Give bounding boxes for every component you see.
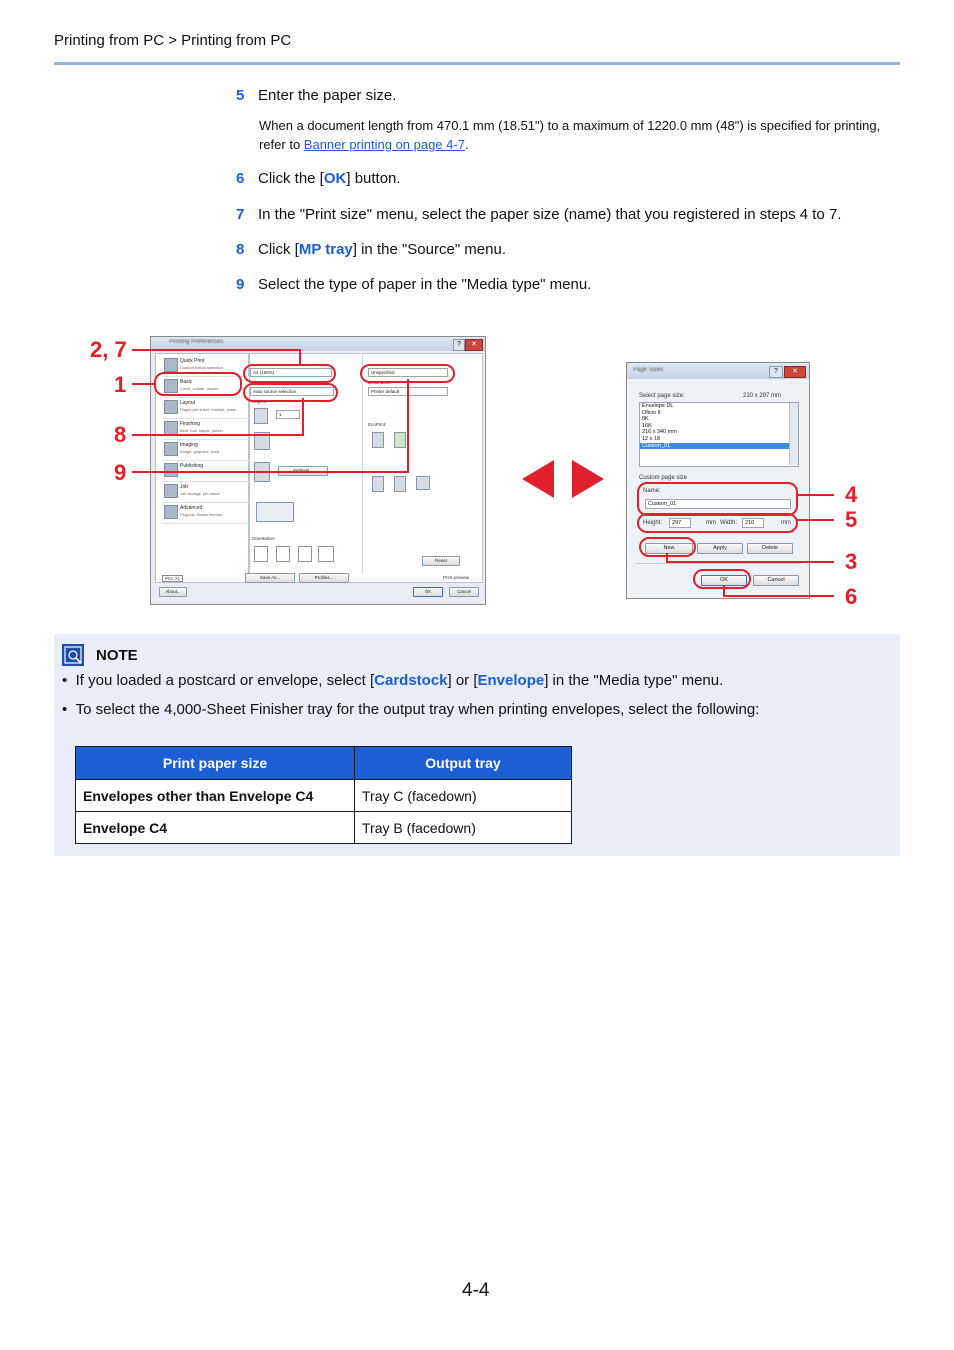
sidebar-item-advanced[interactable] <box>162 503 250 524</box>
leader-1 <box>132 383 156 385</box>
step-6 <box>236 170 401 188</box>
custom-page-size-label: Custom page size <box>639 475 688 481</box>
list-item-selected[interactable]: Custom_01 <box>640 443 798 450</box>
table-row <box>76 780 572 812</box>
publishing-icon <box>164 463 178 477</box>
staple-icon[interactable] <box>372 476 384 492</box>
bullet-text-mid: ] or [ <box>447 672 478 689</box>
cancel-button[interactable]: Cancel <box>753 575 799 586</box>
step-text: Click the [ <box>258 170 324 187</box>
sidebar-item-label: Advanced <box>180 505 203 511</box>
note-text: When a document length from 470.1 mm (18.51") to a maximum of 1220.0 mm (48") is specified for printing, refer to <box>259 118 881 152</box>
landscape-rotated-icon[interactable] <box>318 546 334 562</box>
height-width-highlight <box>637 513 798 533</box>
sidebar-item-desc: Bind, fold, staple, punch <box>180 428 223 433</box>
step-text-end: ] in the "Source" menu. <box>352 241 506 258</box>
note-bullet-2 <box>62 701 759 719</box>
table-header: Output tray <box>355 747 572 780</box>
swap-arrows-icon <box>518 458 608 500</box>
close-icon[interactable]: ✕ <box>784 366 806 378</box>
sidebar-item-label: Finishing <box>180 421 201 427</box>
sidebar-item-label: Job <box>180 484 189 490</box>
sidebar-item-label: Layout <box>180 400 196 406</box>
finishing-icon <box>164 421 178 435</box>
page-size-list[interactable] <box>639 402 799 467</box>
callout-8: 8 <box>114 422 127 447</box>
help-icon[interactable]: ? <box>769 366 783 378</box>
window-title: Printing Preferences <box>169 339 224 345</box>
sidebar-item-desc: Plug-ins, Status Monitor <box>180 512 223 517</box>
leader-3-rise <box>666 553 668 563</box>
column-divider <box>362 354 363 574</box>
callout-2-7: 2, 7 <box>90 337 127 362</box>
punch-icon[interactable] <box>394 476 406 492</box>
step-text: Click [ <box>258 241 299 258</box>
list-item[interactable]: Envelope DL <box>642 403 674 409</box>
step-number: 8 <box>236 241 245 258</box>
callout-5: 5 <box>845 507 858 532</box>
leader-3 <box>666 561 834 563</box>
note-bullet-1 <box>62 672 723 690</box>
step-text: Select the type of paper in the "Media type" menu. <box>258 276 592 293</box>
height-label: Height: <box>643 520 663 526</box>
table-row <box>76 812 572 844</box>
sidebar-item-desc: Cover, collate, duplex <box>180 386 219 391</box>
copies-field[interactable]: 1 <box>276 410 300 419</box>
sidebar-item-desc: Image, graphics, fonts <box>180 449 220 454</box>
name-label: Name: <box>643 488 661 494</box>
cancel-button[interactable]: Cancel <box>449 587 479 597</box>
select-page-size-label: Select page size: <box>639 393 685 399</box>
destination-label: Destination: <box>368 380 392 385</box>
print-size-dropdown[interactable]: A4 (100%) <box>250 368 332 377</box>
leader-6 <box>723 595 834 597</box>
step-text: In the "Print size" menu, select the paper size (name) that you registered in steps 4 to 7. <box>258 206 842 223</box>
step-8 <box>236 241 506 259</box>
ecoprint-off-icon[interactable] <box>372 432 384 448</box>
quick-print-icon <box>164 358 178 372</box>
list-item[interactable]: Oficio II <box>642 409 661 416</box>
apply-button[interactable]: Apply <box>697 543 743 554</box>
sidebar-item-label: Basic <box>180 379 193 385</box>
callout-6: 6 <box>845 584 858 609</box>
ok-button[interactable]: OK <box>701 575 747 586</box>
width-field[interactable]: 210 <box>742 518 764 528</box>
save-as-button[interactable]: Save As... <box>245 573 295 583</box>
sidebar-item-label: Publishing <box>180 463 204 469</box>
width-label: Width: <box>720 520 738 526</box>
leader-2-7 <box>132 349 300 351</box>
table-header: Print paper size <box>76 747 355 780</box>
table-cell: Tray B (facedown) <box>355 812 572 844</box>
profiles-button[interactable]: Profiles... <box>299 573 349 583</box>
page-number: 4-4 <box>462 1280 490 1301</box>
table-header-row <box>76 747 572 780</box>
step-number: 9 <box>236 276 245 293</box>
basic-highlight <box>154 372 242 396</box>
copies-image <box>254 408 268 424</box>
step-9 <box>236 276 591 294</box>
print-preview-label: Print preview <box>443 575 470 580</box>
ecoprint-label: EcoPrint: <box>368 422 387 427</box>
about-button[interactable]: About... <box>159 587 187 597</box>
list-item[interactable]: 16K <box>642 422 652 429</box>
bullet-highlight: Envelope <box>477 672 545 689</box>
height-unit: mm <box>706 520 716 526</box>
note-icon <box>62 644 84 666</box>
leader-6-rise <box>723 585 725 597</box>
bullet-text: To select the 4,000-Sheet Finisher tray for the output tray when printing envelopes, select the following: <box>75 701 760 718</box>
ecoprint-on-icon[interactable] <box>394 432 406 448</box>
sidebar-item-label: Imaging <box>180 442 198 448</box>
pcl-badge: PCL XL <box>162 575 183 582</box>
step-highlight: OK <box>323 170 347 187</box>
step-highlight: MP tray <box>298 241 353 258</box>
leader-9-rise <box>407 379 409 473</box>
print-size-highlight <box>243 364 336 383</box>
close-icon[interactable]: ✕ <box>465 339 483 351</box>
sidebar-item-desc: Job storage, job name <box>180 491 220 496</box>
sidebar-item-layout[interactable] <box>162 398 250 419</box>
orientation-label: Orientation: <box>252 536 276 541</box>
delete-button[interactable]: Delete <box>747 543 793 554</box>
fold-icon[interactable] <box>416 476 430 490</box>
note-box <box>54 634 900 856</box>
table-cell: Envelope C4 <box>76 812 355 844</box>
reset-button[interactable]: Reset <box>422 556 460 566</box>
step-text: Enter the paper size. <box>258 87 397 104</box>
sidebar-item-imaging[interactable] <box>162 440 250 461</box>
table-cell: Envelopes other than Envelope C4 <box>76 780 355 812</box>
step-7 <box>236 206 841 224</box>
callout-3: 3 <box>845 549 858 574</box>
name-field[interactable]: Custom_01 <box>645 499 791 509</box>
callout-4: 4 <box>845 482 858 507</box>
callout-1: 1 <box>114 372 127 397</box>
sidebar-item-label: Quick Print <box>180 358 205 364</box>
list-scrollbar[interactable] <box>789 403 798 465</box>
step-text-end: ] button. <box>346 170 401 187</box>
dialog-title: Page Sizes <box>633 367 664 373</box>
output-tray-table <box>75 746 572 844</box>
step-5-note <box>259 116 899 154</box>
step-number: 5 <box>236 87 245 104</box>
portrait-rotated-icon[interactable] <box>276 546 290 562</box>
new-button[interactable]: New <box>645 543 693 554</box>
leader-4 <box>796 494 834 496</box>
size-readout: 210 x 297 mm <box>743 393 782 399</box>
step-number: 6 <box>236 170 245 187</box>
list-item[interactable]: 8K <box>642 416 649 423</box>
destination-dropdown[interactable]: Printer default <box>368 387 448 396</box>
step-5 <box>236 87 396 105</box>
sidebar-item-desc: Custom button selection <box>180 365 223 370</box>
width-unit: mm <box>781 520 791 526</box>
note-title: NOTE <box>96 647 138 664</box>
help-icon[interactable]: ? <box>453 339 465 351</box>
breadcrumb: Printing from PC > Printing from PC <box>54 32 292 49</box>
leader-2-7-drop <box>299 349 301 365</box>
leader-9 <box>132 471 409 473</box>
banner-printing-link[interactable]: Banner printing on page 4-7 <box>303 137 465 152</box>
sidebar-item-finishing[interactable] <box>162 419 250 440</box>
leader-8-rise <box>302 398 304 436</box>
bullet-mark-icon: • <box>62 672 68 689</box>
copies-label: Copies: <box>252 399 268 404</box>
source-dropdown[interactable]: Auto source selection <box>250 387 334 396</box>
divider <box>635 563 801 564</box>
name-highlight <box>637 482 798 516</box>
table-cell: Tray C (facedown) <box>355 780 572 812</box>
step-number: 7 <box>236 206 245 223</box>
bullet-highlight: Cardstock <box>374 672 448 689</box>
dialog-title-bar <box>627 363 809 379</box>
sidebar-item-job[interactable] <box>162 482 250 503</box>
ok-button[interactable]: OK <box>413 587 443 597</box>
ok-highlight <box>693 569 751 589</box>
note-text-end: . <box>464 137 469 152</box>
page-sizes-dialog <box>626 362 810 599</box>
layout-icon <box>164 400 178 414</box>
imaging-icon <box>164 442 178 456</box>
list-item[interactable]: 216 x 340 mm <box>642 429 677 436</box>
source-highlight <box>243 383 338 402</box>
leader-5 <box>796 519 834 521</box>
job-icon <box>164 484 178 498</box>
leader-8 <box>132 434 303 436</box>
portrait-icon[interactable] <box>254 546 268 562</box>
booklet-image <box>256 502 294 522</box>
advanced-icon <box>164 505 178 519</box>
bullet-text: If you loaded a postcard or envelope, select [ <box>75 672 375 689</box>
sidebar-item-desc: Pages per sheet, booklet, scale <box>180 407 236 412</box>
landscape-icon[interactable] <box>298 546 312 562</box>
list-item[interactable]: 12 x 18 <box>642 435 661 442</box>
bullet-text-end: ] in the "Media type" menu. <box>544 672 724 689</box>
media-type-dropdown[interactable]: Unspecified <box>368 368 448 377</box>
callout-9: 9 <box>114 460 127 485</box>
header-rule <box>54 62 900 65</box>
height-field[interactable]: 297 <box>669 518 691 528</box>
bullet-mark-icon: • <box>62 701 68 718</box>
